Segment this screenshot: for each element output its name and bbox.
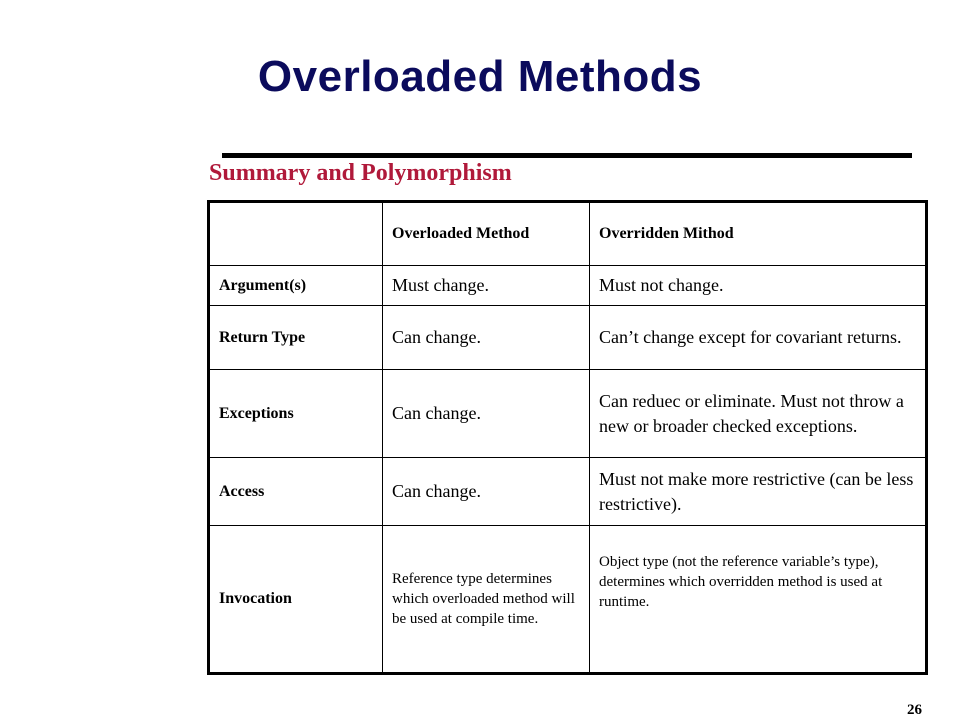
row-label-exceptions: Exceptions: [209, 370, 383, 458]
cell-overridden: Object type (not the reference variable’s type), determines which overridden method is used at runtime.: [590, 526, 927, 674]
cell-overridden: Can’t change except for covariant returns.: [590, 306, 927, 370]
table-row: [209, 526, 927, 674]
cell-overloaded: Can change.: [383, 306, 590, 370]
table-row: [209, 458, 927, 526]
comparison-table: [207, 200, 928, 675]
header-empty-cell: [209, 202, 383, 266]
cell-overridden: Can reduec or eliminate. Must not throw a new or broader checked exceptions.: [590, 370, 927, 458]
cell-overloaded: Can change.: [383, 458, 590, 526]
table-row: [209, 370, 927, 458]
cell-overloaded: Reference type determines which overloaded method will be used at compile time.: [383, 526, 590, 674]
row-label-arguments: Argument(s): [209, 266, 383, 306]
row-label-access: Access: [209, 458, 383, 526]
row-label-return-type: Return Type: [209, 306, 383, 370]
cell-overloaded: Must change.: [383, 266, 590, 306]
slide-title: Overloaded Methods: [257, 52, 703, 101]
cell-overridden: Must not change.: [590, 266, 927, 306]
title-divider: [222, 153, 912, 158]
table-row: [209, 266, 927, 306]
table-row: [209, 306, 927, 370]
slide-subtitle: Summary and Polymorphism: [209, 160, 512, 186]
cell-overloaded: Can change.: [383, 370, 590, 458]
header-overloaded: Overloaded Method: [383, 202, 590, 266]
table-header-row: [209, 202, 927, 266]
page-number: 26: [907, 702, 922, 718]
cell-overridden: Must not make more restrictive (can be less restrictive).: [590, 458, 927, 526]
header-overridden: Overridden Mithod: [590, 202, 927, 266]
row-label-invocation: Invocation: [209, 526, 383, 674]
